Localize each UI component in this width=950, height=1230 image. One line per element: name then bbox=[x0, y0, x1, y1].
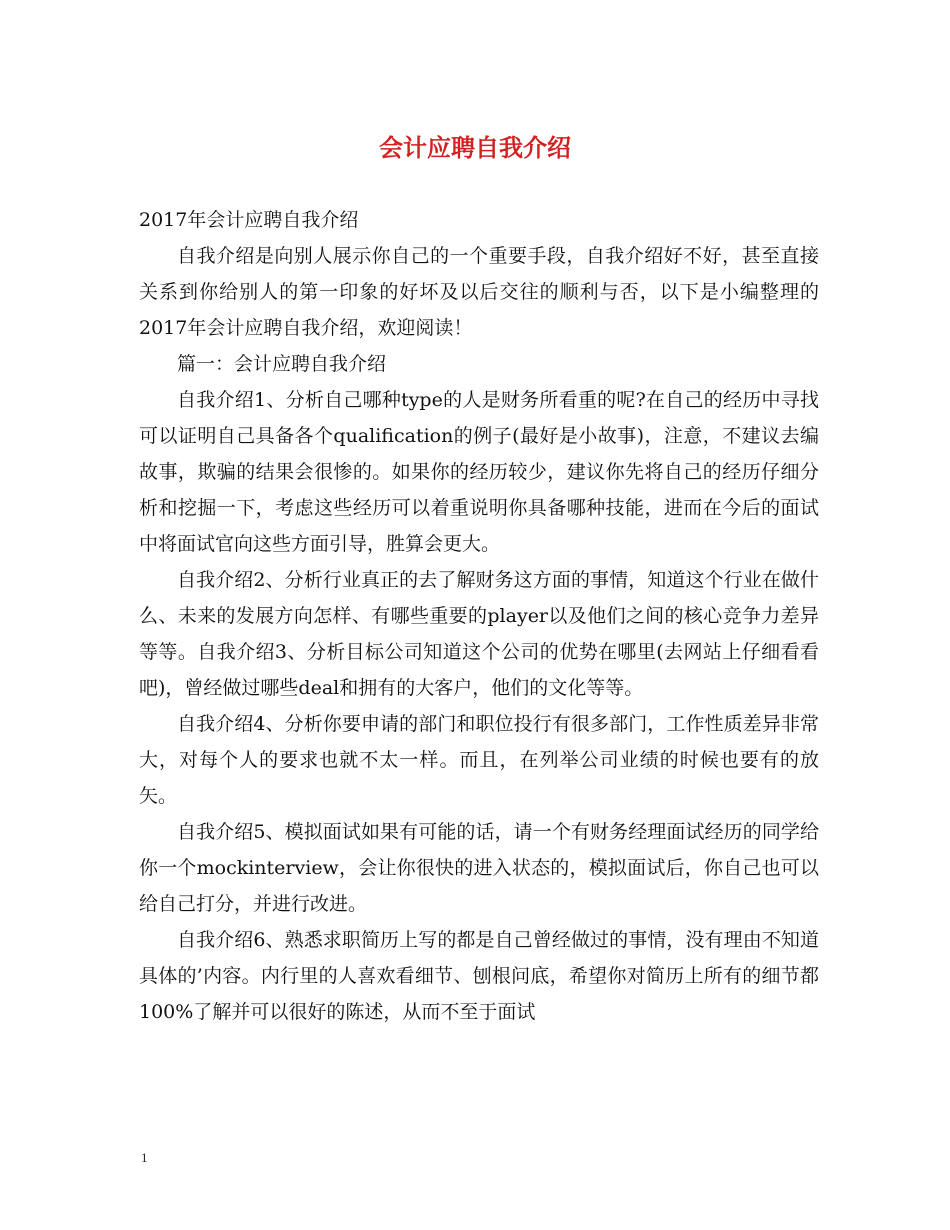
paragraph-intro: 自我介绍是向别人展示你自己的一个重要手段，自我介绍好不好，甚至直接关系到你给别人的第一印象的好坏及以后交往的顺利与否，以下是小编整理的2017年会计应聘自我介绍，欢迎阅读！ bbox=[139, 245, 819, 339]
page-number: 1 bbox=[141, 1150, 148, 1165]
paragraph: 自我介绍5、模拟面试如果有可能的话，请一个有财务经理面试经历的同学给你一个mockinterview，会让你很快的进入状态的，模拟面试后，你自己也可以给自己打分，并进行改进。 bbox=[139, 821, 819, 915]
document-subtitle: 2017年会计应聘自我介绍 bbox=[139, 209, 359, 231]
document-body bbox=[139, 202, 819, 1030]
paragraph: 自我介绍4、分析你要申请的部门和职位投行有很多部门，工作性质差异非常大，对每个人的要求也就不太一样。而且，在列举公司业绩的时候也要有的放矢。 bbox=[139, 713, 819, 807]
paragraph: 自我介绍2、分析行业真正的去了解财务这方面的事情，知道这个行业在做什么、未来的发展方向怎样、有哪些重要的player以及他们之间的核心竞争力差异等等。自我介绍3、分析目标公司知道这个公司的优势在哪里(去网站上仔细看看吧)，曾经做过哪些deal和拥有的大客户，他们的文化等等。 bbox=[139, 569, 819, 699]
paragraph: 自我介绍1、分析自己哪种type的人是财务所看重的呢?在自己的经历中寻找可以证明自己具备各个qualification的例子(最好是小故事)，注意，不建议去编故事，欺骗的结果会很惨的。如果你的经历较少，建议你先将自己的经历仔细分析和挖掘一下，考虑这些经历可以着重说明你具备哪种技能，进而在今后的面试中将面试官向这些方面引导，胜算会更大。 bbox=[139, 389, 819, 555]
section-heading: 篇一：会计应聘自我介绍 bbox=[177, 353, 387, 375]
document-title: 会计应聘自我介绍 bbox=[379, 133, 571, 162]
paragraph: 自我介绍6、熟悉求职简历上写的都是自己曾经做过的事情，没有理由不知道具体的’内容。内行里的人喜欢看细节、刨根问底，希望你对简历上所有的细节都100%了解并可以很好的陈述，从而不至于面试 bbox=[139, 929, 819, 1023]
